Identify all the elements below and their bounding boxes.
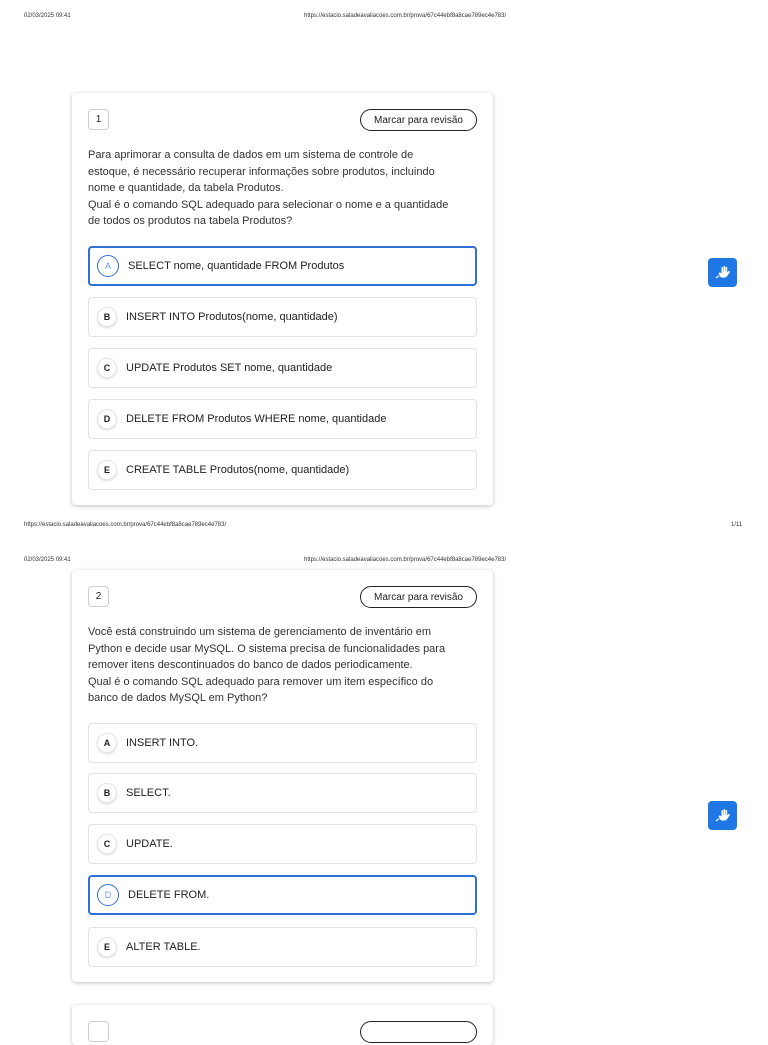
option-text: DELETE FROM. <box>128 889 210 901</box>
option-letter-badge: E <box>97 937 117 957</box>
question-text-line: Você está construindo um sistema de gerenciamento de inventário em <box>88 626 432 638</box>
answer-option-e[interactable] <box>88 927 477 967</box>
answer-option-d[interactable] <box>88 399 477 439</box>
answer-option-c[interactable] <box>88 824 477 864</box>
question-text <box>88 624 470 707</box>
option-letter-badge: A <box>97 255 119 277</box>
option-text: UPDATE. <box>126 838 173 850</box>
answer-option-e[interactable] <box>88 450 477 490</box>
option-text: ALTER TABLE. <box>126 941 201 953</box>
question-text-line: estoque, é necessário recuperar informações sobre produtos, incluindo <box>88 165 435 178</box>
question-text-line: nome e quantidade, da tabela Produtos. <box>88 182 284 194</box>
question-text-line: de todos os produtos na tabela Produtos? <box>88 215 293 227</box>
hand-sign-language-icon[interactable] <box>708 258 737 287</box>
option-letter-badge: D <box>97 884 119 906</box>
option-text: UPDATE Produtos SET nome, quantidade <box>126 362 333 374</box>
option-text: DELETE FROM Produtos WHERE nome, quantidade <box>126 413 387 425</box>
answer-option-a[interactable] <box>88 723 477 763</box>
question-text-line: banco de dados MySQL em Python? <box>88 692 268 704</box>
print-header-url: https://estacio.saladeavaliacoes.com.br/prova/67c44ebf8a8cae789ec4e783/ <box>304 557 507 563</box>
answer-option-d[interactable] <box>88 875 477 915</box>
mark-for-review-button[interactable] <box>360 1021 477 1043</box>
question-number: 1 <box>88 109 109 130</box>
option-letter-badge: B <box>97 307 117 327</box>
print-header-datetime: 02/03/2025 09:41 <box>24 557 71 563</box>
question-card-1 <box>72 93 493 505</box>
question-text-line: Qual é o comando SQL adequado para remover um item específico do <box>88 675 434 688</box>
option-letter-badge: D <box>97 409 117 429</box>
print-header-datetime: 02/03/2025 09:41 <box>24 13 71 19</box>
question-card-2 <box>72 570 493 982</box>
option-text: SELECT nome, quantidade FROM Produtos <box>128 260 345 272</box>
option-letter-badge: A <box>97 733 117 753</box>
answer-option-b[interactable] <box>88 773 477 813</box>
answer-option-b[interactable] <box>88 297 477 337</box>
question-number <box>88 1021 109 1042</box>
hand-sign-language-icon-glyph <box>714 264 732 282</box>
option-letter-badge: C <box>97 834 117 854</box>
question-number: 2 <box>88 586 109 607</box>
question-text <box>88 147 470 230</box>
hand-sign-language-icon[interactable] <box>708 801 737 830</box>
option-text: SELECT. <box>126 787 171 799</box>
question-text-line: Para aprimorar a consulta de dados em um sistema de controle de <box>88 149 414 161</box>
option-letter-badge: E <box>97 460 117 480</box>
option-letter-badge: C <box>97 358 117 378</box>
answer-option-c[interactable] <box>88 348 477 388</box>
question-text-line: Python e decide usar MySQL. O sistema precisa de funcionalidades para <box>88 642 446 655</box>
option-text: INSERT INTO. <box>126 737 199 749</box>
print-footer-page-number: 1/11 <box>731 522 743 528</box>
print-header-url: https://estacio.saladeavaliacoes.com.br/prova/67c44ebf8a8cae789ec4e783/ <box>304 13 507 19</box>
hand-sign-language-icon-glyph <box>714 807 732 825</box>
print-footer-url: https://estacio.saladeavaliacoes.com.br/prova/67c44ebf8a8cae789ec4e783/ <box>24 522 227 528</box>
option-text: INSERT INTO Produtos(nome, quantidade) <box>126 311 338 323</box>
option-text: CREATE TABLE Produtos(nome, quantidade) <box>126 464 350 476</box>
mark-for-review-button[interactable]: Marcar para revisão <box>360 586 477 608</box>
question-card-3-partial <box>72 1005 493 1045</box>
answer-option-a[interactable] <box>88 246 477 286</box>
option-letter-badge: B <box>97 783 117 803</box>
question-text-line: Qual é o comando SQL adequado para selecionar o nome e a quantidade <box>88 198 449 211</box>
mark-for-review-button[interactable]: Marcar para revisão <box>360 109 477 131</box>
question-text-line: remover itens descontinuados do banco de dados periodicamente. <box>88 659 413 671</box>
